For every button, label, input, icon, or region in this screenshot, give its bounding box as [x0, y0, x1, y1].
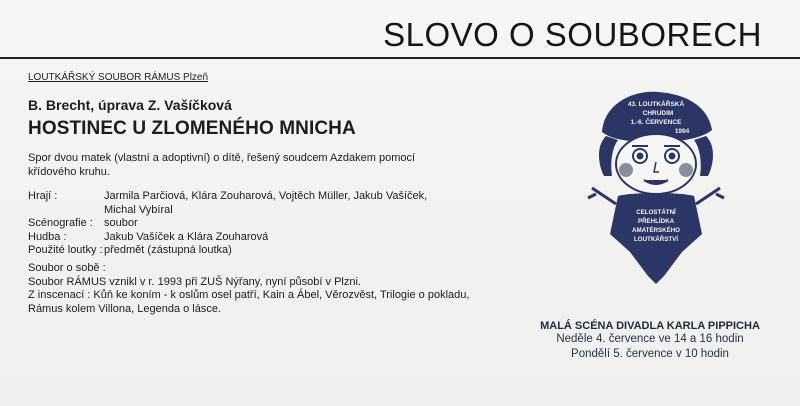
about-troupe: [28, 262, 488, 316]
performance-time: Pondělí 5. července v 10 hodin: [571, 348, 729, 360]
credit-label: Použité loutky :: [28, 244, 103, 257]
page-title: SLOVO O SOUBORECH: [383, 16, 762, 53]
credit-value: soubor: [104, 217, 138, 230]
credit-label: Hrají :: [28, 190, 58, 202]
credit-row-puppets: [28, 244, 444, 258]
play-title: HOSTINEC U ZLOMENÉHO MNICHA: [28, 118, 356, 139]
venue-info: [470, 320, 800, 362]
credit-value: Jarmila Parčiová, Klára Zouharová, Vojtěch Müller, Jakub Vašíček, Michal Vybíral: [104, 190, 428, 216]
about-productions: Z inscenací : Kůň ke koním - k oslům osel patří, Kain a Ábel, Věrozvěst, Trilogie o pokladu, Rámus kolem Villona, Legenda o lásce.: [28, 289, 470, 315]
credit-label: Hudba :: [28, 230, 67, 243]
credit-row-music: [28, 231, 444, 245]
venue-name: MALÁ SCÉNA DIVADLA KARLA PIPPICHA: [540, 320, 760, 332]
poster-bottom-text: CELOSTÁTNÍ: [636, 209, 676, 216]
play-author: B. Brecht, úprava Z. Vašíčková: [28, 97, 232, 113]
credit-row-scenography: [28, 217, 444, 231]
poster-top-text: CHRUDIM: [642, 110, 674, 117]
poster-top-text: 1.-6. ČERVENCE: [630, 119, 682, 126]
festival-poster-illustration: [582, 84, 730, 294]
poster-top-text: 1994: [674, 128, 690, 135]
credits-list: [28, 190, 444, 258]
credit-label: Scénografie :: [28, 217, 93, 230]
title-divider: [0, 57, 800, 59]
credit-value: Jakub Vašíček a Klára Zouharová: [104, 230, 269, 243]
about-founded: Soubor RÁMUS vznikl v r. 1993 při ZUŠ Nýřany, nyní působí v Plzni.: [28, 275, 361, 288]
performance-time: Neděle 4. července ve 14 a 16 hodin: [556, 333, 744, 345]
credit-row-cast: [28, 190, 444, 217]
poster-bottom-text: AMATÉRSKÉHO: [631, 227, 681, 234]
troupe-name: LOUTKÁŘSKÝ SOUBOR RÁMUS Plzeň: [28, 72, 209, 83]
poster-bottom-text: LOUTKÁŘSTVÍ: [634, 236, 678, 243]
poster-bottom-text: PŘEHLÍDKA: [637, 218, 675, 225]
about-heading: Soubor o sobě :: [28, 262, 106, 274]
poster-top-text: 43. LOUTKÁŘSKÁ: [627, 101, 685, 108]
play-description: Spor dvou matek (vlastní a adoptivní) o dítě, řešený soudcem Azdakem pomocí křídového kruhu.: [28, 152, 416, 178]
credit-value: předmět (zástupná loutka): [104, 244, 232, 257]
